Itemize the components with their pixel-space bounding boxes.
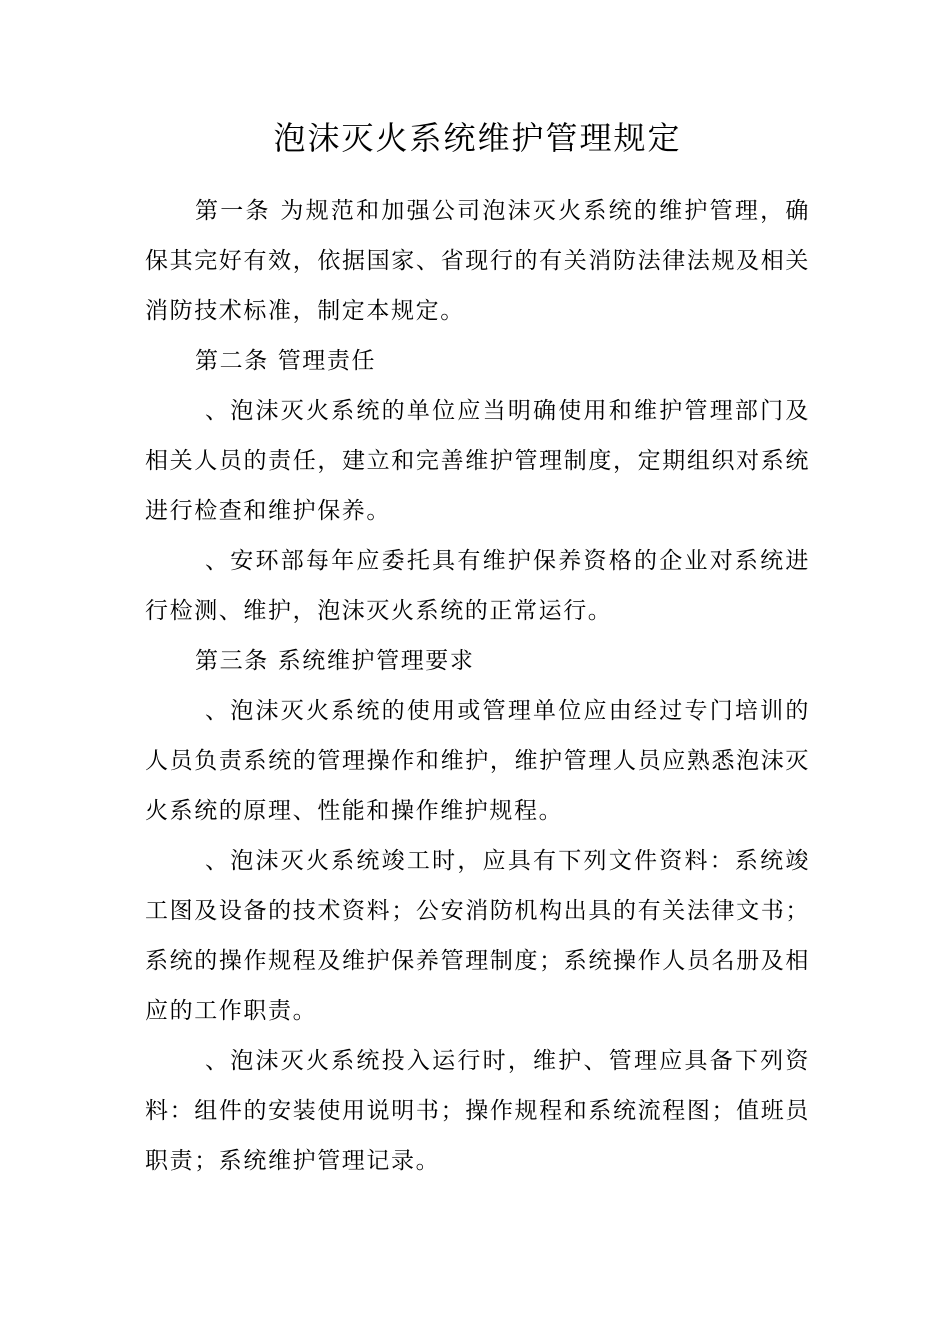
paragraph-article-2-item-1: 、泡沫灭火系统的单位应当明确使用和维护管理部门及相关人员的责任，建立和完善维护管理制度，定期组织对系统进行检查和维护保养。	[145, 398, 810, 524]
paragraph-article-3-heading: 第三条 系统维护管理要求	[195, 648, 475, 674]
paragraph-article-1: 第一条 为规范和加强公司泡沫灭火系统的维护管理，确保其完好有效，依据国家、省现行的有关消防法律法规及相关消防技术标准，制定本规定。	[145, 198, 810, 324]
paragraph-article-2-heading: 第二条 管理责任	[195, 348, 377, 374]
paragraph-article-3-item-2: 、泡沫灭火系统竣工时，应具有下列文件资料：系统竣工图及设备的技术资料；公安消防机构出具的有关法律文书；系统的操作规程及维护保养管理制度；系统操作人员名册及相应的工作职责。	[145, 848, 810, 1024]
paragraph-article-3-item-1: 、泡沫灭火系统的使用或管理单位应由经过专门培训的人员负责系统的管理操作和维护，维护管理人员应熟悉泡沫灭火系统的原理、性能和操作维护规程。	[145, 698, 810, 824]
paragraph-article-3-item-3: 、泡沫灭火系统投入运行时，维护、管理应具备下列资料：组件的安装使用说明书；操作规程和系统流程图；值班员职责；系统维护管理记录。	[145, 1048, 810, 1174]
document-title: 泡沫灭火系统维护管理规定	[273, 119, 682, 157]
document-page	[145, 112, 810, 1186]
document-body	[145, 186, 810, 1186]
paragraph-article-2-item-2: 、安环部每年应委托具有维护保养资格的企业对系统进行检测、维护，泡沫灭火系统的正常运行。	[145, 548, 810, 624]
